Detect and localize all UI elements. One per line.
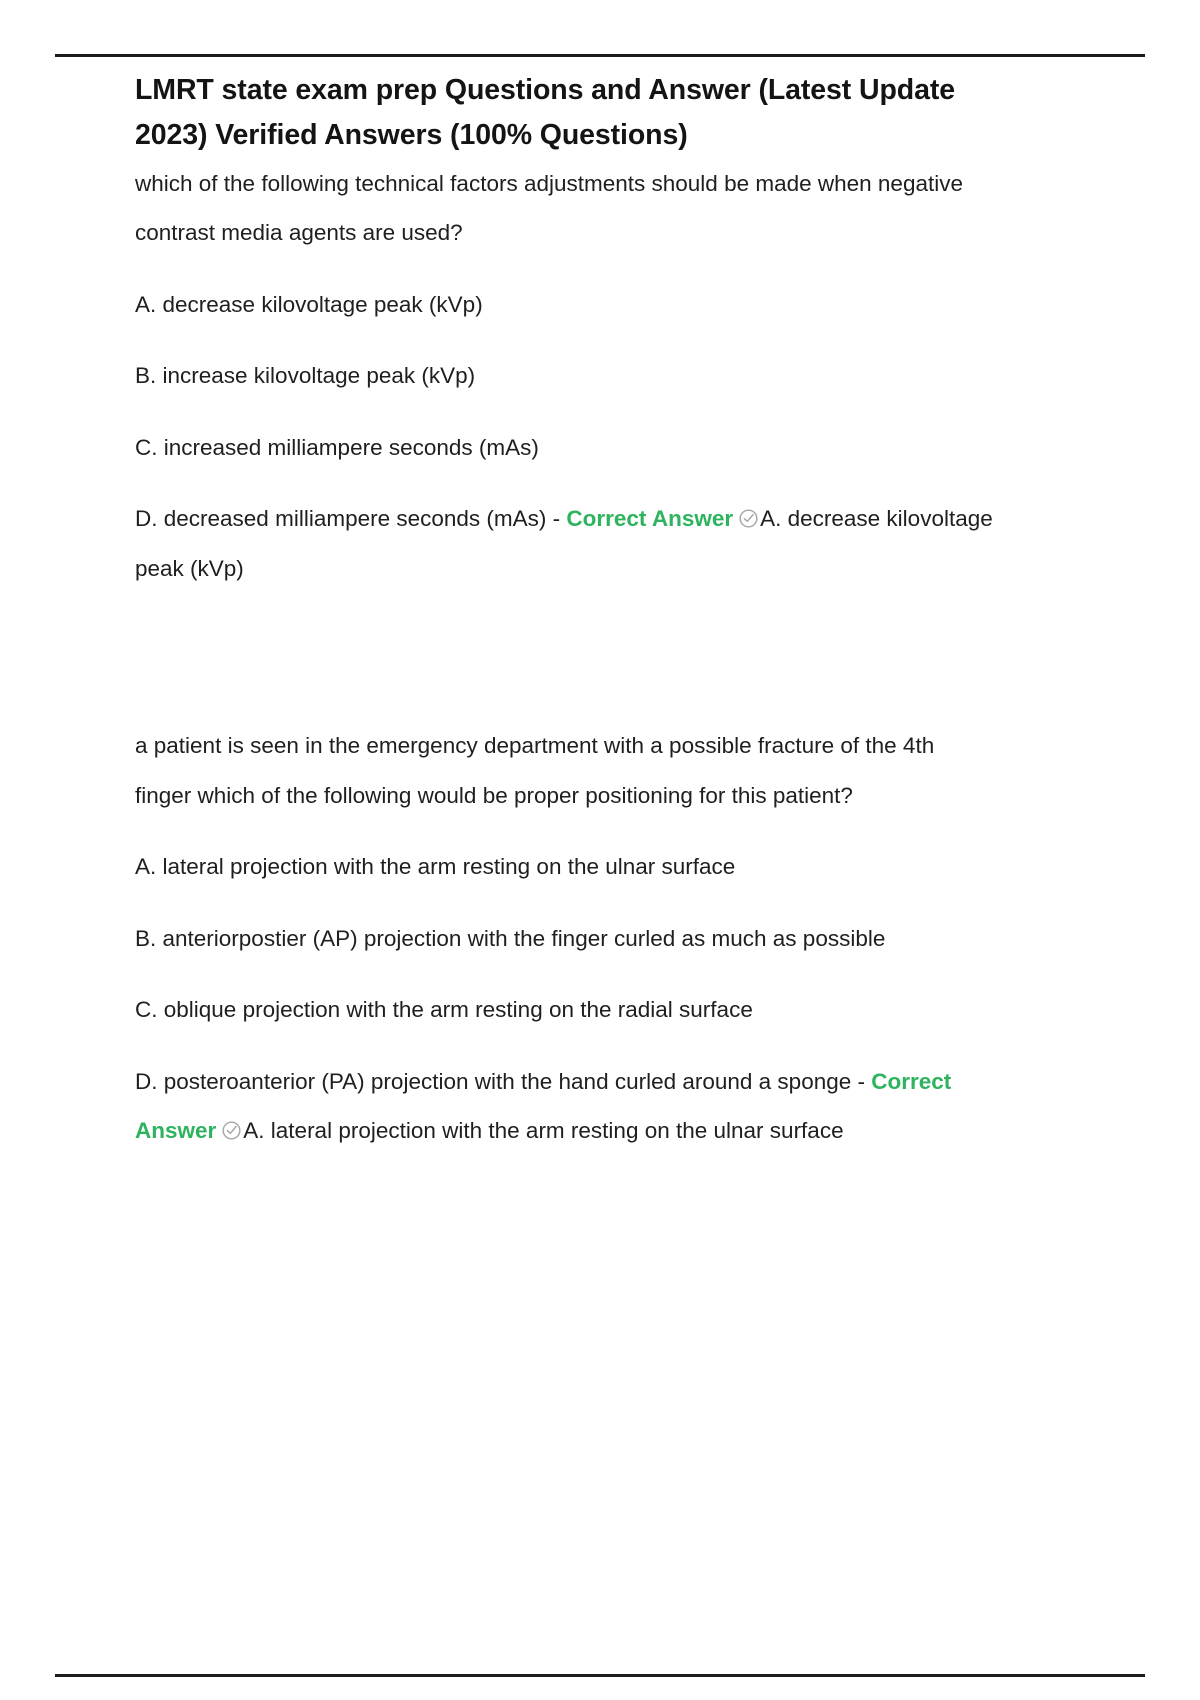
answer-option-c: C. oblique projection with the arm resting on the radial surface bbox=[135, 997, 753, 1023]
question-stem: which of the following technical factors adjustments should be made when negative contrast media agents are used? bbox=[135, 170, 963, 246]
answer-option-a: A. lateral projection with the arm resting on the ulnar surface bbox=[135, 854, 736, 880]
page-top-divider bbox=[55, 54, 1145, 57]
check-circle-icon bbox=[221, 1120, 242, 1141]
correct-answer-text: A. lateral projection with the arm resting on the ulnar surface bbox=[243, 1118, 844, 1144]
answer-option-b: B. increase kilovoltage peak (kVp) bbox=[135, 363, 476, 389]
correct-answer-label: Correct Answer bbox=[135, 1068, 952, 1144]
correct-answer-text: A. decrease kilovoltage peak (kVp) bbox=[135, 506, 993, 581]
answer-option-a: A. decrease kilovoltage peak (kVp) bbox=[135, 291, 483, 317]
question-block-1 bbox=[135, 159, 995, 594]
question-block-2 bbox=[135, 721, 995, 1156]
answer-option-d-text: D. decreased milliampere seconds (mAs) - bbox=[135, 506, 567, 532]
page-title: LMRT state exam prep Questions and Answer (Latest Update 2023) Verified Answers (100% Questions) bbox=[135, 74, 956, 152]
answer-option-c: C. increased milliampere seconds (mAs) bbox=[135, 434, 539, 460]
section-spacer bbox=[135, 593, 995, 721]
question-stem: a patient is seen in the emergency department with a possible fracture of the 4th finger which of the following would be proper positioning for this patient? bbox=[135, 733, 935, 808]
answer-option-b: B. anteriorpostier (AP) projection with the finger curled as much as possible bbox=[135, 925, 886, 951]
check-circle-icon bbox=[738, 508, 759, 529]
document-content bbox=[135, 68, 995, 1156]
answer-option-d-text: D. posteroanterior (PA) projection with the hand curled around a sponge - bbox=[135, 1068, 872, 1094]
answer-option-d-with-answer bbox=[135, 472, 1005, 593]
answer-option-d-with-answer bbox=[135, 1035, 1005, 1156]
correct-answer-label: Correct Answer bbox=[566, 506, 734, 532]
page-bottom-divider bbox=[55, 1674, 1145, 1677]
